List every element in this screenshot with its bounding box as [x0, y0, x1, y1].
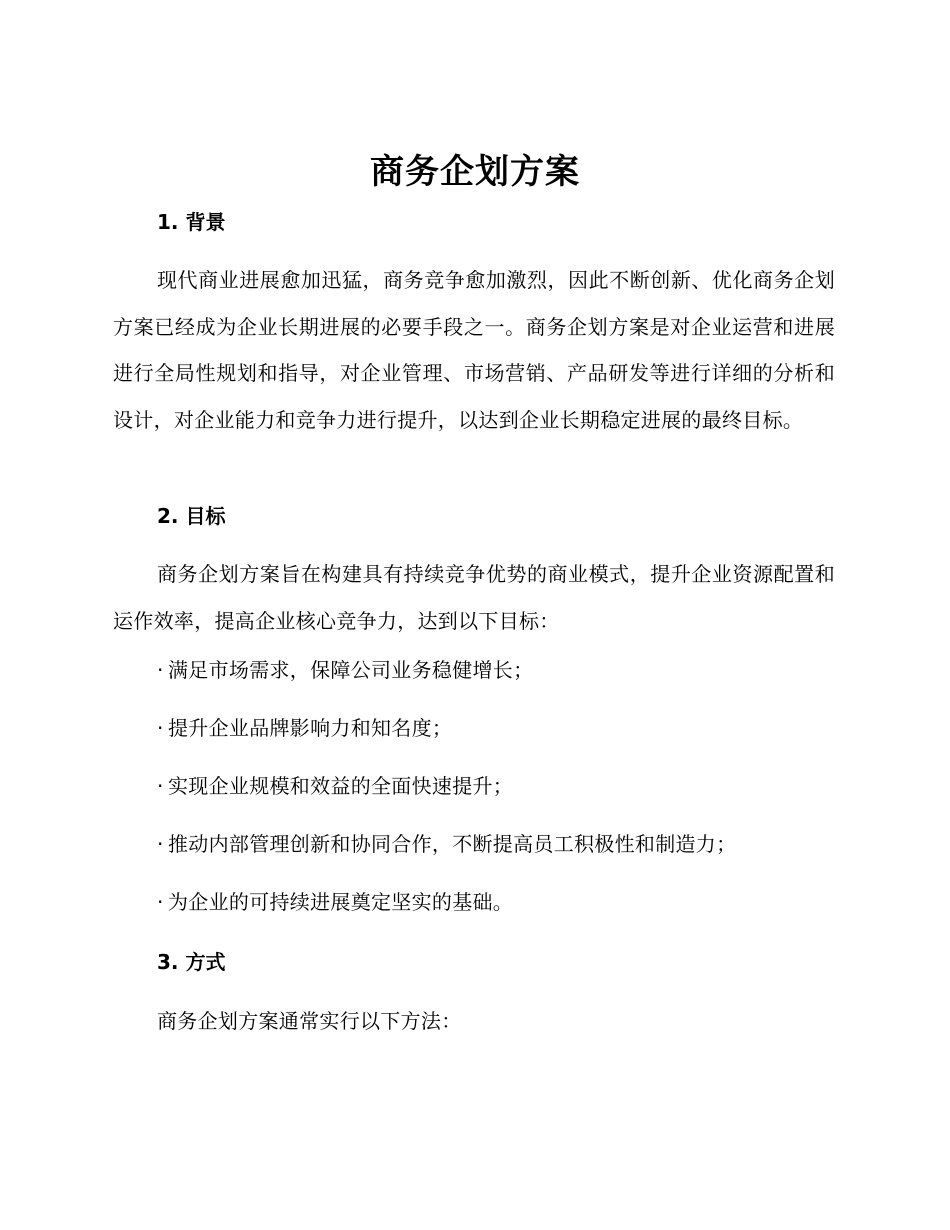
bullet-marker: ·: [157, 832, 164, 856]
section-paragraph-methods: 商务企划方案通常实行以下方法：: [157, 1009, 462, 1033]
section-heading-goals: 2. 目标: [157, 504, 226, 528]
list-item-text: 提升企业品牌影响力和知名度；: [168, 716, 453, 740]
list-item: [157, 830, 736, 888]
bullet-marker: ·: [157, 890, 164, 914]
list-item: [157, 714, 736, 772]
section-paragraph-goals: 商务企划方案旨在构建具有持续竞争优势的商业模式，提升企业资源配置和运作效率，提高企业核心竞争力，达到以下目标：: [113, 562, 835, 633]
list-item-text: 实现企业规模和效益的全面快速提升；: [168, 774, 514, 798]
document-title: 商务企划方案: [370, 152, 580, 192]
list-item-text: 满足市场需求，保障公司业务稳健增长；: [168, 658, 534, 682]
list-item: [157, 656, 736, 714]
section-heading-methods: 3. 方式: [157, 950, 226, 974]
bullet-marker: ·: [157, 658, 164, 682]
list-item-text: 推动内部管理创新和协同合作，不断提高员工积极性和制造力；: [168, 832, 737, 856]
list-item: [157, 888, 736, 946]
bullet-marker: ·: [157, 774, 164, 798]
list-item-text: 为企业的可持续进展奠定坚实的基础。: [168, 890, 514, 914]
section-heading-background: 1. 背景: [157, 210, 226, 234]
section-paragraph-background: 现代商业进展愈加迅猛，商务竞争愈加激烈，因此不断创新、优化商务企划方案已经成为企业长期进展的必要手段之一。商务企划方案是对企业运营和进展进行全局性规划和指导，对企业管理、市场营销、产品研发等进行详细的分析和设计，对企业能力和竞争力进行提升，以达到企业长期稳定进展的最终目标。: [113, 268, 835, 432]
list-item: [157, 772, 736, 830]
goals-bullet-list: [157, 656, 736, 946]
bullet-marker: ·: [157, 716, 164, 740]
